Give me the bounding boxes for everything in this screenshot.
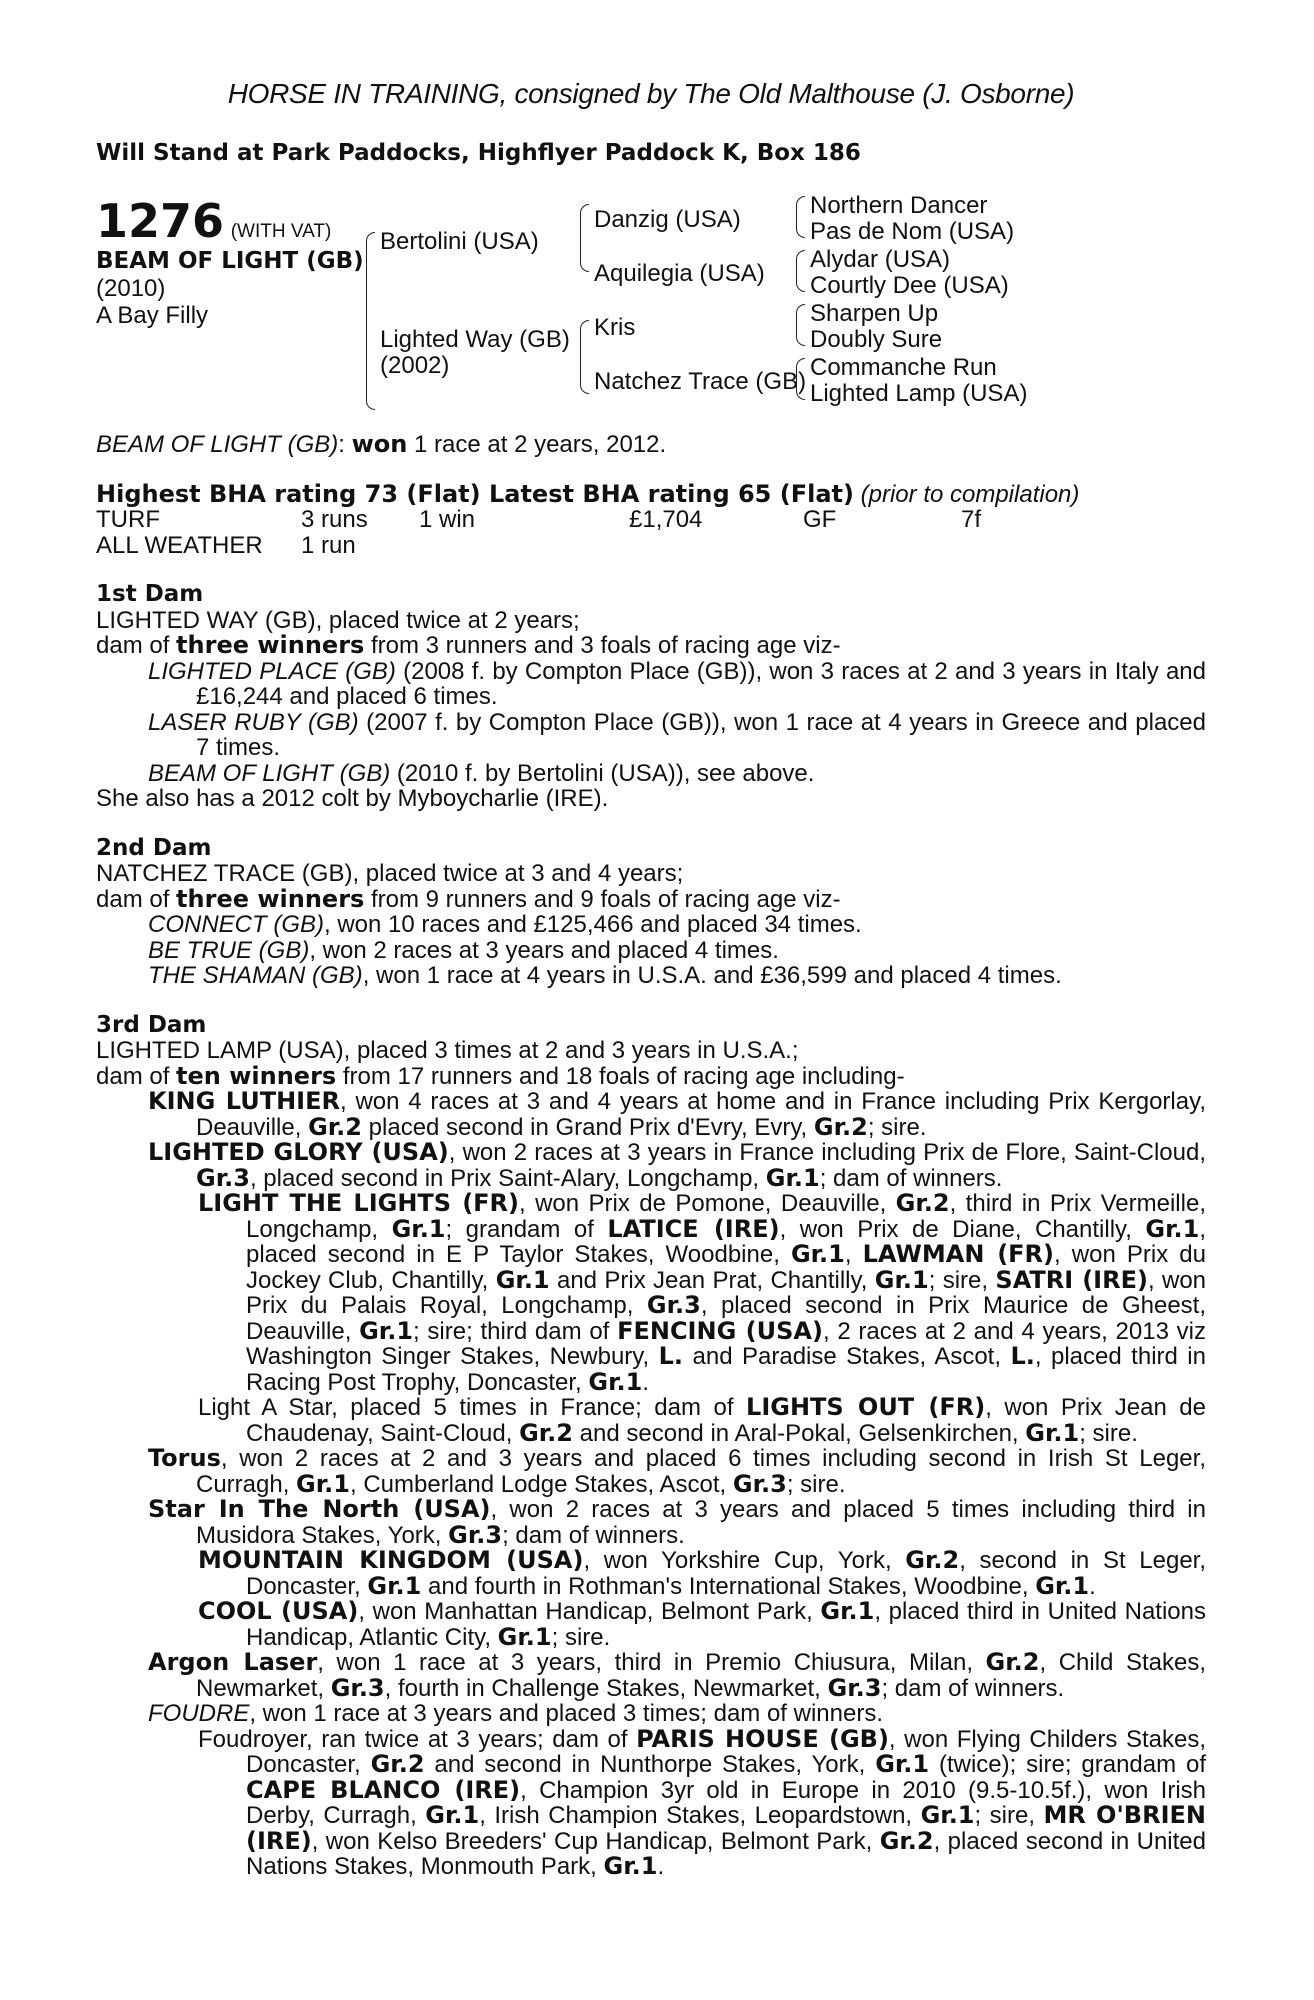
grandsire-3: Alydar (USA) [810, 246, 951, 273]
produce-entry: KING LUTHIER, won 4 races at 3 and 4 years at home and in France including Prix Kergorlay, Deauville, Gr.2 placed second in Grand Prix d'Evry, Evry, Gr.2; sire. [148, 1087, 1206, 1141]
brace [796, 358, 805, 400]
grandsire-5: Sharpen Up [810, 300, 939, 327]
section-title: 2nd Dam [96, 834, 212, 861]
granddam-2: Pas de Nom (USA) [810, 218, 1015, 245]
dam-year: (2002) [380, 352, 450, 379]
sire: Bertolini (USA) [380, 228, 539, 255]
granddam-6: Doubly Sure [810, 326, 943, 353]
produce-entry: CONNECT (GB), won 10 races and £125,466 and placed 34 times. [148, 911, 862, 938]
grandsire-7: Commanche Run [810, 354, 997, 381]
produce-entry: THE SHAMAN (GB), won 1 race at 4 years in U.S.A. and £36,599 and placed 4 times. [148, 962, 1062, 989]
produce-entry: FOUDRE, won 1 race at 3 years and placed 3 times; dam of winners. [148, 1700, 883, 1727]
section-title: 1st Dam [96, 581, 204, 607]
produce-entry: LIGHTED GLORY (USA), won 2 races at 3 years in France including Prix de Flore, Saint-Cloud, Gr.3, placed second in Prix Saint-Alary, Longchamp, Gr.1; dam of winners. [148, 1138, 1206, 1192]
sire-sire: Danzig (USA) [594, 206, 741, 233]
all-weather-row: ALL WEATHER 1 run [96, 531, 356, 559]
dam-dam: Natchez Trace (GB) [594, 368, 807, 395]
brace [580, 320, 589, 394]
brace [796, 304, 805, 346]
brace [580, 204, 589, 272]
lot-info [96, 196, 376, 329]
horse-description: A Bay Filly [96, 302, 209, 329]
produce-entry: LASER RUBY (GB) (2007 f. by Compton Place (GB)), won 1 race at 4 years in Greece and placed 7 times. [148, 708, 1206, 761]
sire-dam: Aquilegia (USA) [594, 260, 765, 287]
produce-entry: Star In The North (USA), won 2 races at 3 years and placed 5 times including third in Musidora Stakes, York, Gr.3; dam of winners. [148, 1495, 1206, 1549]
produce-entry: LIGHT THE LIGHTS (FR), won Prix de Pomone, Deauville, Gr.2, third in Prix Vermeille, Longchamp, Gr.1; grandam of LATICE (IRE), won Prix de Diane, Chantilly, Gr.1, placed second in E P Taylor Stakes, Woodbine, Gr.1, LAWMAN (FR), won Prix du Jockey Club, Chantilly, Gr.1 and Prix Jean Prat, Chantilly, Gr.1; sire, SATRI (IRE), won Prix du Palais Royal, Longchamp, Gr.3, placed second in Prix Maurice de Gheest, Deauville, Gr.1; sire; third dam of FENCING (USA), 2 races at 2 and 4 years, 2013 viz Washington Singer Stakes, Newbury, L. and Paradise Stakes, Ascot, L., placed third in Racing Post Trophy, Doncaster, Gr.1. [198, 1189, 1207, 1396]
stand-location: Will Stand at Park Paddocks, Highflyer Paddock K, Box 186 [96, 140, 861, 166]
catalogue-page [96, 78, 1206, 1880]
brace [366, 232, 375, 410]
produce-entry: Argon Laser, won 1 race at 3 years, third in Premio Chiusura, Milan, Gr.2, Child Stakes, Newmarket, Gr.3, fourth in Challenge Stakes, Newmarket, Gr.3; dam of winners. [148, 1648, 1206, 1702]
grandsire-1: Northern Dancer [810, 192, 988, 219]
dam-sire: Kris [594, 314, 636, 341]
produce-entry: BEAM OF LIGHT (GB) (2010 f. by Bertolini (USA)), see above. [148, 759, 815, 787]
produce-entry: Torus, won 2 races at 2 and 3 years and placed 6 times including second in Irish St Leger, Curragh, Gr.1, Cumberland Lodge Stakes, Ascot, Gr.3; sire. [148, 1444, 1206, 1498]
brace [796, 196, 805, 238]
section-title: 3rd Dam [96, 1011, 207, 1038]
rating-note: (prior to compilation) [860, 480, 1080, 508]
produce-entry: Foudroyer, ran twice at 3 years; dam of PARIS HOUSE (GB), won Flying Childers Stakes, Doncaster, Gr.2 and second in Nunthorpe Stakes, York, Gr.1 (twice); sire; grandam of CAPE BLANCO (IRE), Champion 3yr old in Europe in 2010 (9.5-10.5f.), won Irish Derby, Curragh, Gr.1, Irish Champion Stakes, Leopardstown, Gr.1; sire, MR O'BRIEN (IRE), won Kelso Breeders' Cup Handicap, Belmont Park, Gr.2, placed second in United Nations Stakes, Monmouth Park, Gr.1. [198, 1724, 1207, 1880]
pedigree-table [96, 192, 1206, 424]
page-heading: HORSE IN TRAINING, consigned by The Old Malthouse (J. Osborne) [227, 78, 1075, 109]
granddam-8: Lighted Lamp (USA) [810, 380, 1028, 407]
lot-number: 1276 [96, 194, 225, 248]
turf-row: TURF 3 runs 1 win £1,704 GF 7f [96, 506, 982, 533]
second-dam-section: 2nd Dam NATCHEZ TRACE (GB), placed twice at 3 and 4 years; dam of three winners from 9 runners and 9 foals of racing age viz- CONNECT (GB), won 10 races and £125,466 and placed 34 times. BE TRUE (GB), won 2 races at 3 years and placed 4 times. THE SHAMAN (GB), won 1 race at 4 years in U.S.A. and £36,599 and placed 4 times. [96, 836, 1206, 989]
foaling-year: (2010) [96, 275, 166, 302]
produce-entry: MOUNTAIN KINGDOM (USA), won Yorkshire Cup, York, Gr.2, second in St Leger, Doncaster, Gr.1 and fourth in Rothman's International Stakes, Woodbine, Gr.1. [198, 1546, 1207, 1600]
vat-note: (WITH VAT) [230, 221, 332, 242]
produce-entry: Light A Star, placed 5 times in France; dam of LIGHTS OUT (FR), won Prix Jean de Chaudenay, Saint-Cloud, Gr.2 and second in Aral-Pokal, Gelsenkirchen, Gr.1; sire. [198, 1393, 1206, 1447]
first-dam-section: 1st Dam LIGHTED WAY (GB), placed twice at 2 years; dam of three winners from 3 runners and 3 foals of racing age viz- LIGHTED PLACE (GB) (2008 f. by Compton Place (GB)), won 3 races at 2 and 3 years in Italy and £16,244 and placed 6 times. LASER RUBY (GB) (2007 f. by Compton Place (GB)), won 1 race at 4 years in Greece and placed 7 times. BEAM OF LIGHT (GB) (2010 f. by Bertolini (USA)), see above. She also has a 2012 colt by Myboycharlie (IRE). [96, 581, 1207, 812]
brace [796, 250, 805, 292]
produce-entry: LIGHTED PLACE (GB) (2008 f. by Compton Place (GB)), won 3 races at 2 and 3 years in Italy and £16,244 and placed 6 times. [148, 657, 1207, 710]
horse-name: BEAM OF LIGHT (GB) [96, 248, 364, 274]
rating-text: Highest BHA rating 73 (Flat) Latest BHA rating 65 (Flat) [96, 479, 854, 508]
race-summary: BEAM OF LIGHT (GB): won 1 race at 2 years, 2012. [96, 430, 667, 458]
rating-block [96, 479, 1206, 559]
produce-entry: BE TRUE (GB), won 2 races at 3 years and placed 4 times. [148, 936, 779, 964]
granddam-4: Courtly Dee (USA) [810, 272, 1009, 299]
produce-entry: COOL (USA), won Manhattan Handicap, Belmont Park, Gr.1, placed third in United Nations Handicap, Atlantic City, Gr.1; sire. [198, 1597, 1206, 1651]
third-dam-section: 3rd Dam LIGHTED LAMP (USA), placed 3 times at 2 and 3 years in U.S.A.; dam of ten winners from 17 runners and 18 foals of racing age including- KING LUTHIER, won 4 races at 3 and 4 years at home and in France including Prix Kergorlay, Deauville, Gr.2 placed second in Grand Prix d'Evry, Evry, Gr.2; sire. LIGHTED GLORY (USA), won 2 races at 3 years in France including Prix de Flore, Saint-Cloud, Gr.3, placed second in Prix Saint-Alary, Longchamp, Gr.1; dam of winners. LIGHT THE LIGHTS (FR), won Prix de Pomone, Deauville, Gr.2, third in Prix Vermeille, Longchamp, Gr.1; grandam of LATICE (IRE), won Prix de Diane, Chantilly, Gr.1, placed second in E P Taylor Stakes, Woodbine, Gr.1, LAWMAN (FR), won Prix du Jockey Club, Chantilly, Gr.1 and Prix Jean Prat, Chantilly, Gr.1; sire, SATRI (IRE), won Prix du Palais Royal, Longchamp, Gr.3, placed second in Prix Maurice de Gheest, Deauville, Gr.1; sire; third dam of FENCING (USA), 2 races at 2 and 4 years, 2013 viz Washington Singer Stakes, Newbury, L. and Paradise Stakes, Ascot, L., placed third in Racing Post Trophy, Doncaster, Gr.1. Light A Star, placed 5 times in France; dam of LIGHTS OUT (FR), won Prix Jean de Chaudenay, Saint-Cloud, Gr.2 and second in Aral-Pokal, Gelsenkirchen, Gr.1; sire. Torus, won 2 races at 2 and 3 years and placed 6 times including second in Irish St Leger, Curragh, Gr.1, Cumberland Lodge Stakes, Ascot, Gr.3; sire. Star In The North (USA), won 2 races at 3 years and placed 5 times including third in Musidora Stakes, York, Gr.3; dam of winners. MOUNTAIN KINGDOM (USA), won Yorkshire Cup, York, Gr.2, second in St Leger, Doncaster, Gr.1 and fourth in Rothman's International Stakes, Woodbine, Gr.1. COOL (USA), won Manhattan Handicap, Belmont Park, Gr.1, placed third in United Nations Handicap, Atlantic City, Gr.1; sire. Argon Laser, won 1 race at 3 years, third in Premio Chiusura, Milan, Gr.2, Child Stakes, Newmarket, Gr.3, fourth in Challenge Stakes, Newmarket, Gr.3; dam of winners. FOUDRE, won 1 race at 3 years and placed 3 times; dam of winners. Foudroyer, ran twice at 3 years; dam of PARIS HOUSE (GB), won Flying Childers Stakes, Doncaster, Gr.2 and second in Nunthorpe Stakes, York, Gr.1 (twice); sire; grandam of CAPE BLANCO (IRE), Champion 3yr old in Europe in 2010 (9.5-10.5f.), won Irish Derby, Curragh, Gr.1, Irish Champion Stakes, Leopardstown, Gr.1; sire, MR O'BRIEN (IRE), won Kelso Breeders' Cup Handicap, Belmont Park, Gr.2, placed second in United Nations Stakes, Monmouth Park, Gr.1. [96, 1011, 1207, 1880]
dam: Lighted Way (GB) [380, 326, 570, 353]
